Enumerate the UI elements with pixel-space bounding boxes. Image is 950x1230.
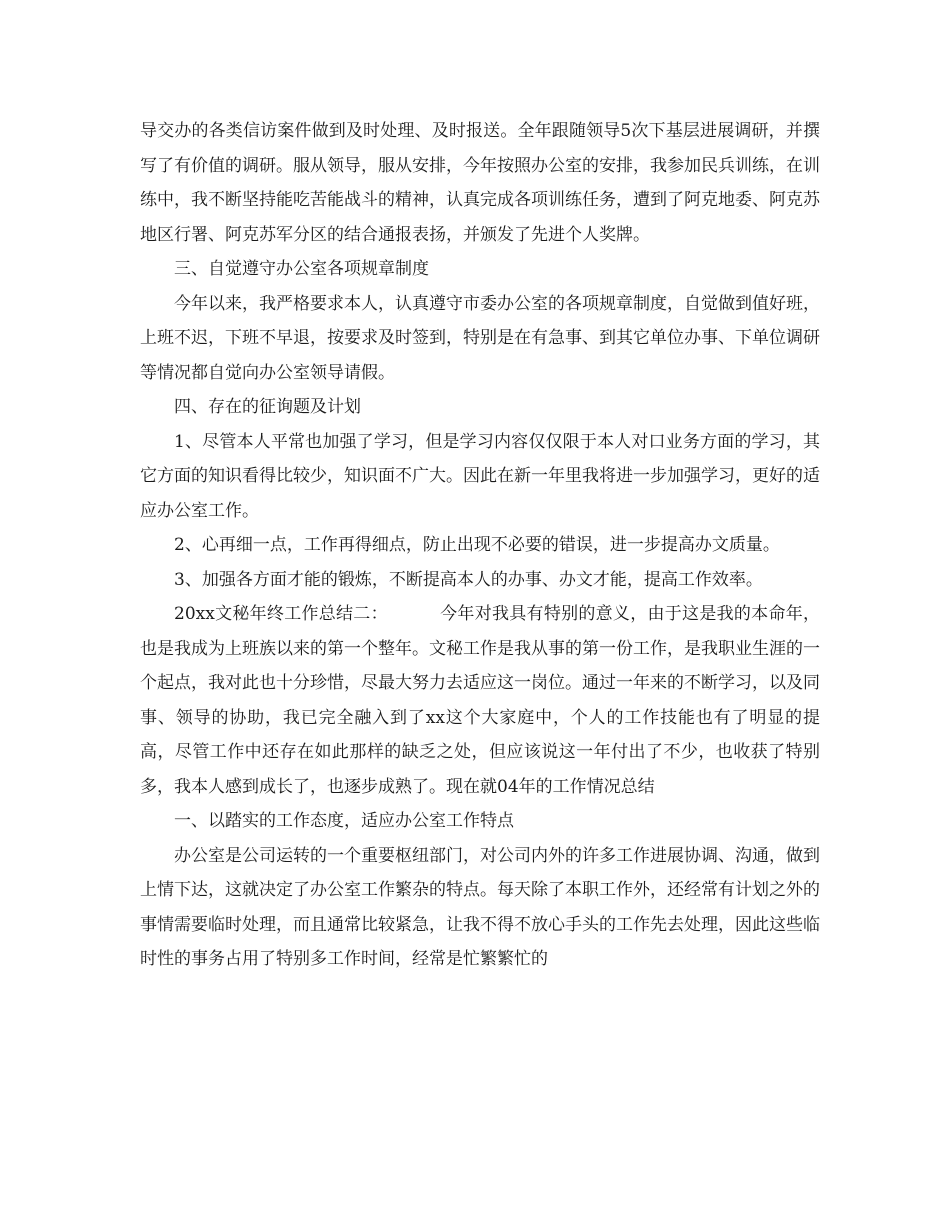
paragraph-1: 导交办的各类信访案件做到及时处理、及时报送。全年跟随领导5次下基层进展调研，并撰写了有价值的调研。服从领导，服从安排，今年按照办公室的安排，我参加民兵训练，在训练中，我不断坚持能吃苦能战斗的精神，认真完成各项训练任务，遭到了阿克地委、阿克苏地区行署、阿克苏军分区的结合通报表扬，并颁发了先进个人奖牌。 — [140, 121, 820, 245]
plan-item-1: 1、尽管本人平常也加强了学习，但是学习内容仅仅限于本人对口业务方面的学习，其它方面的知识看得比较少，知识面不广大。因此在新一年里我将进一步加强学习，更好的适应办公室工作。 — [140, 431, 820, 521]
summary-two-title: 20xx文秘年终工作总结二： — [174, 604, 388, 624]
section-heading-1: 一、以踏实的工作态度，适应办公室工作特点 — [174, 811, 514, 831]
plan-item-3: 3、加强各方面才能的锻炼，不断提高本人的办事、办文才能，提高工作效率。 — [174, 569, 763, 590]
paragraph-office: 办公室是公司运转的一个重要枢纽部门，对公司内外的许多工作进展协调、沟通，做到上情下达，这就决定了办公室工作繁杂的特点。每天除了本职工作外，还经常有计划之外的事情需要临时处理，而且通常比较紧急，让我不得不放心手头的工作先去处理，因此这些临时性的事务占用了特别多工作时间，经常是忙繁繁忙的 — [140, 845, 820, 969]
summary-two-text: 今年对我具有特别的意义，由于这是我的本命年，也是我成为上班族以来的第一个整年。文秘工作是我从事的第一份工作，是我职业生涯的一个起点，我对此也十分珍惜，尽最大努力去适应这一岗位。通过一年来的不断学习，以及同事、领导的协助，我已完全融入到了xx这个大家庭中，个人的工作技能也有了明显的提高，尽管工作中还存在如此那样的缺乏之处，但应该说这一年付出了不少，也收获了特别多，我本人感到成长了，也逐步成熟了。现在就04年的工作情况总结 — [140, 604, 820, 797]
plan-item-2: 2、心再细一点，工作再得细点，防止出现不必要的错误，进一步提高办文质量。 — [174, 535, 780, 555]
summary-two-paragraph — [140, 597, 820, 804]
section-heading-4: 四、存在的征询题及计划 — [174, 397, 361, 417]
section-heading-3: 三、自觉遵守办公室各项规章制度 — [174, 259, 429, 279]
document-body — [140, 114, 820, 977]
paragraph-2: 今年以来，我严格要求本人，认真遵守市委办公室的各项规章制度，自觉做到值好班，上班不迟，下班不早退，按要求及时签到，特别是在有急事、到其它单位办事、下单位调研等情况都自觉向办公室领导请假。 — [140, 293, 820, 383]
